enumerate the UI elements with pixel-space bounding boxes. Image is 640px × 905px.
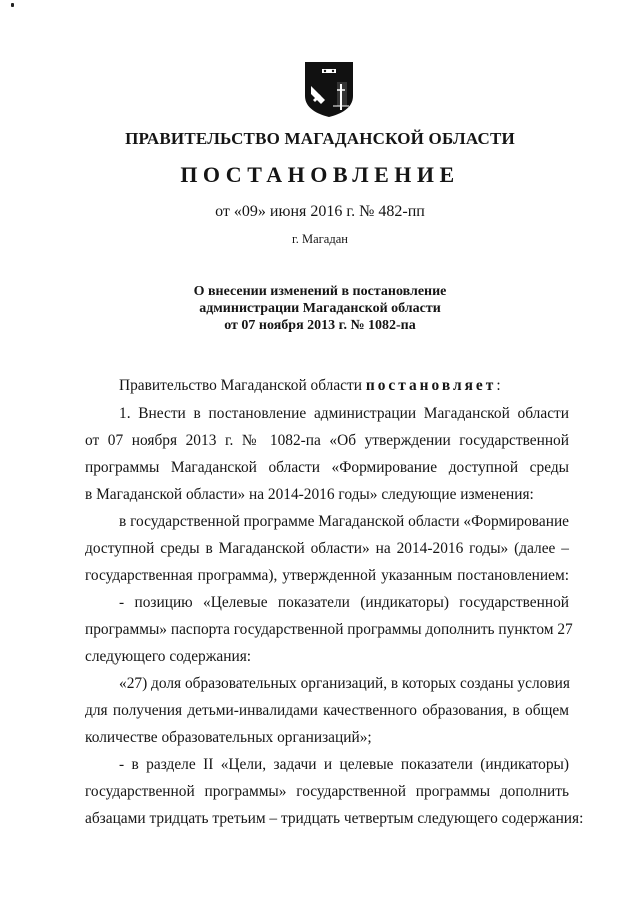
document-type: ПОСТАНОВЛЕНИЕ	[180, 162, 460, 187]
body-line: программы Магаданской области «Формирование доступной среды	[85, 459, 569, 476]
body-line: программы» паспорта государственной программы дополнить пунктом 27	[85, 621, 573, 638]
document-city: г. Магадан	[292, 232, 348, 246]
decree-intro-suffix: :	[496, 377, 501, 394]
body-line: количестве образовательных организаций»;	[85, 729, 372, 746]
body-line: 1. Внести в постановление администрации Магаданской области	[119, 405, 569, 422]
body-line: «27) доля образовательных организаций, в которых созданы условия	[119, 675, 570, 692]
magadan-coat-of-arms-icon	[303, 60, 355, 118]
body-line: в Магаданской области» на 2014-2016 годы» следующие изменения:	[85, 486, 534, 503]
body-line: в государственной программе Магаданской области «Формирование	[119, 513, 570, 530]
body-line: государственной программы» государственной программы дополнить	[85, 783, 569, 800]
body-line: государственная программа), утвержденной указанным постановлением:	[85, 567, 569, 584]
body-line: абзацами тридцать третьим – тридцать четвертым следующего содержания:	[85, 810, 584, 827]
document-date-number: от «09» июня 2016 г. № 482-пп	[215, 203, 425, 220]
subject-line: О внесении изменений в постановление	[193, 284, 447, 299]
decree-intro	[119, 376, 501, 396]
decree-intro-prefix: Правительство Магаданской области	[119, 377, 366, 394]
body-line: от 07 ноября 2013 г. № 1082-па «Об утверждении государственной	[85, 432, 569, 449]
subject-line: администрации Магаданской области	[199, 301, 441, 316]
decree-verb: постановляет	[365, 377, 497, 394]
body-line: доступной среды в Магаданской области» на 2014-2016 годы» (далее –	[85, 540, 569, 557]
scan-speck	[11, 3, 14, 7]
body-line: для получения детьми-инвалидами качественного образования, в общем	[85, 702, 569, 719]
subject-line: от 07 ноября 2013 г. № 1082-па	[224, 318, 416, 333]
body-line: - в разделе II «Цели, задачи и целевые показатели (индикаторы)	[119, 756, 569, 773]
government-name: ПРАВИТЕЛЬСТВО МАГАДАНСКОЙ ОБЛАСТИ	[125, 129, 515, 148]
body-line: следующего содержания:	[85, 648, 252, 665]
body-line: - позицию «Целевые показатели (индикаторы) государственной	[119, 594, 569, 611]
document-subject	[0, 283, 640, 334]
